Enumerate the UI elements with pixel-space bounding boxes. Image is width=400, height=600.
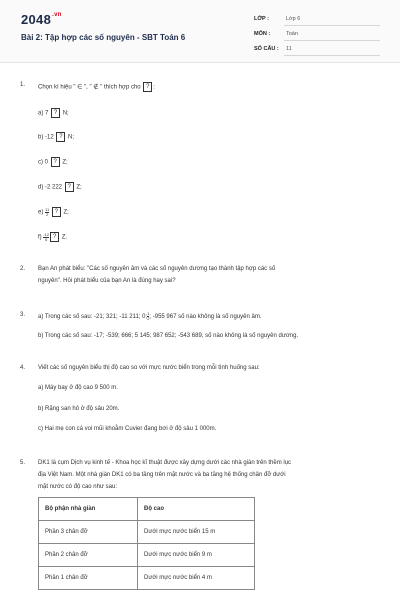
answer-box[interactable]: ? [50,232,59,242]
question-5-number: 5. [20,460,26,466]
meta-subject-value: Toán [286,31,298,37]
question-4-item-b: b) Rặng san hô ở độ sâu 20m. [38,406,120,412]
meta-count-label: SỐ CÂU : [254,46,279,52]
item-label: c) 0 [38,159,49,166]
item-label: f) [38,234,42,241]
table-header-part: Bộ phận nhà giàn [39,498,138,521]
part-a-start: a) Trong các số sau: -21; 321; -11 211; 0; [38,314,148,321]
item-tail: Z. [61,234,68,241]
question-1-item-b [38,132,74,142]
meta-class-value: Lớp 6 [286,16,301,22]
question-4-text: Viết các số nguyên biểu thị độ cao so với mực nước biển trong mỗi tình huống sau: [38,365,260,371]
fraction-numerator: 1 [147,311,150,316]
meta-divider [284,25,380,26]
table-header-height: Độ cao [138,498,255,521]
meta-divider [284,55,380,56]
document-header [0,0,400,63]
table-cell: Phần 3 chân đỡ [39,521,138,544]
item-label: d) -2 222 [38,184,63,191]
question-2-number: 2. [20,266,26,272]
item-label: e) [38,209,44,216]
item-tail: N; [62,110,69,117]
platform-height-table [38,497,255,590]
question-2-line-1: Bạn An phát biểu: "Các số nguyên âm và các số nguyên dương tạo thành tập hợp các số [38,266,276,272]
answer-box[interactable]: ? [52,207,61,217]
table-row [39,567,255,590]
page-title: Bài 2: Tập hợp các số nguyên - SBT Toán 6 [21,33,186,42]
question-5-line-3: mặt nước có độ cao như sau: [38,484,118,490]
fraction [43,233,49,242]
answer-box: ? [143,82,152,92]
item-tail: Z; [63,209,69,216]
question-1-item-e [38,207,69,217]
table-cell: Phần 2 chân đỡ [39,544,138,567]
table-cell: Dưới mực nước biển 4 m [138,567,255,590]
logo-suffix: .vn [52,12,62,18]
item-label: a) 7 [38,110,49,117]
fraction-denominator: 2 [45,211,49,217]
fraction-denominator: 2 [147,316,150,321]
item-tail: Z; [76,184,82,191]
answer-box[interactable]: ? [65,182,74,192]
table-cell: Phần 1 chân đỡ [39,567,138,590]
question-1-number: 1. [20,82,26,88]
table-row [39,544,255,567]
meta-class-label: LỚP : [254,16,269,22]
question-5-line-2: địa Việt Nam. Một nhà giàn DK1 có ba tầng trên mặt nước và ba tầng hệ thống chân đỡ dưới [38,472,286,478]
part-a-end: ; -955 967 số nào không là số nguyên âm. [149,314,262,321]
question-4-item-a: a) Máy bay ở độ cao 9 500 m. [38,385,118,391]
site-logo[interactable] [21,12,62,27]
question-1-text: Chọn kí hiệu " ∈ ", " ∉ " thích hợp cho ? : [38,84,155,91]
question-1-item-d [38,182,82,192]
item-label: b) -12 [38,134,54,141]
question-3-part-b: b) Trong các số sau: -17; -539; 666; 5 145; 987 652; -543 689, số nào không là số nguyên dương. [38,333,299,339]
fraction-denominator: 6 [45,236,48,242]
fraction-numerator: 11 [45,206,50,212]
table-cell: Dưới mực nước biển 9 m [138,544,255,567]
question-1-prompt: Chọn kí hiệu " ∈ ", " ∉ " thích hợp cho [38,84,141,91]
question-2-line-2: nguyên". Hỏi phát biểu của bạn An là đúng hay sai? [38,278,176,284]
question-3-number: 3. [20,312,26,318]
fraction [45,208,49,217]
answer-box[interactable]: ? [51,157,60,167]
question-3-part-a [38,312,262,321]
meta-subject-label: MÔN : [254,31,271,37]
item-tail: Z; [62,159,68,166]
table-cell: Dưới mực nước biển 15 m [138,521,255,544]
question-5-line-1: DK1 là cụm Dịch vụ kinh tế - Khoa học kĩ thuật được xây dựng dưới các nhà giàn trên thềm lục [38,460,292,466]
logo-text: 2048 [21,12,52,27]
question-4-item-c: c) Hai mẹ con cá voi mũi khoằm Cuvier đang bơi ở độ sâu 1 000m. [38,426,217,432]
question-1-item-c [38,157,68,167]
item-tail: N; [68,134,75,141]
meta-divider [284,40,380,41]
answer-box[interactable]: ? [51,108,60,118]
table-header-row [39,498,255,521]
question-1-item-f [38,232,67,242]
question-1-item-a [38,108,69,118]
answer-box[interactable]: ? [56,132,65,142]
question-4-number: 4. [20,365,26,371]
table-row [39,521,255,544]
meta-count-value: 11 [286,46,292,52]
fraction-numerator: -12 [43,231,50,237]
